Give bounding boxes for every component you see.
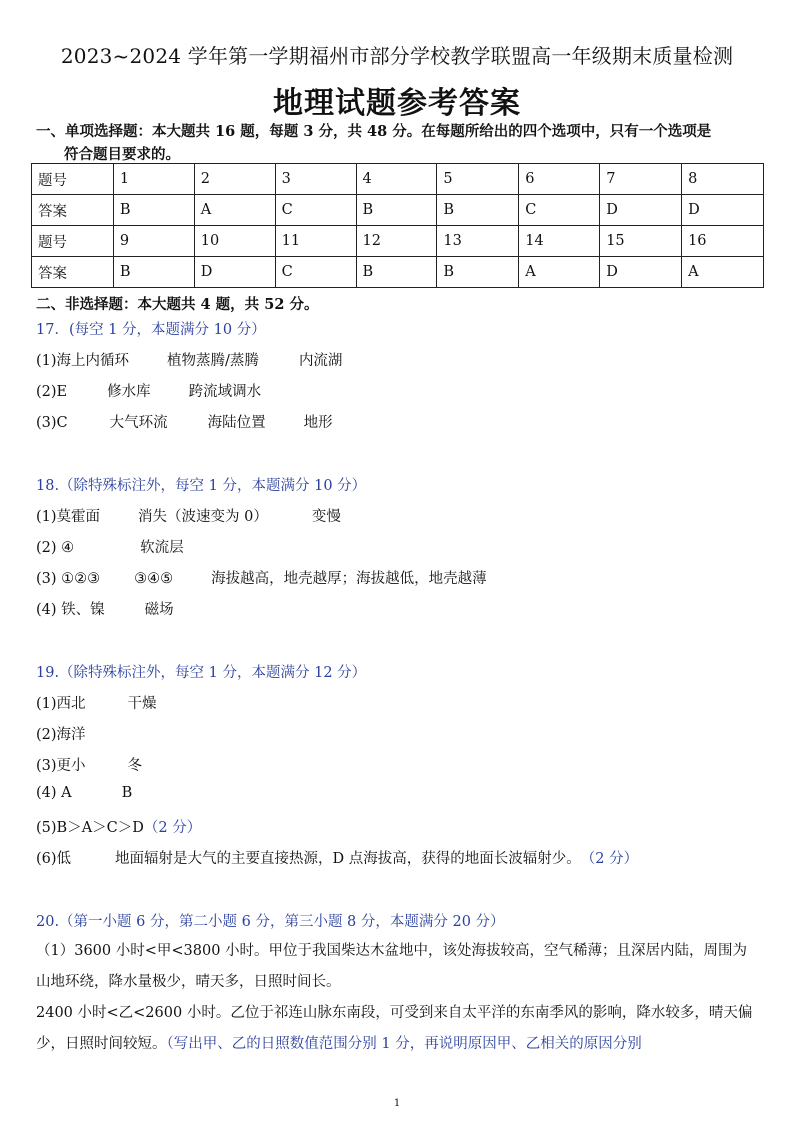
answer-text: 海陆位置 — [207, 415, 266, 431]
table-cell: B — [437, 195, 519, 226]
table-cell: 16 — [682, 226, 764, 257]
table-cell: 题号 — [32, 226, 114, 257]
answer-text: 地面辐射是大气的主要直接热源，D 点海拔高，获得的地面长波辐射少。 — [115, 851, 581, 867]
q20-paragraph-2 — [36, 998, 760, 1060]
q20-paragraph-1: （1）3600 小时<甲<3800 小时。甲位于我国柴达木盆地中，该处海拔较高，空气稀薄；且深居内陆，周围为山地环绕，降水量极少，晴天多，日照时间长。 — [36, 943, 748, 990]
table-cell: D — [600, 257, 682, 288]
table-cell: D — [682, 195, 764, 226]
section1-heading: 一、单项选择题：本大题共 16 题，每题 3 分，共 48 分。在每题所给出的四个选项中，只有一个选项是 — [36, 123, 712, 140]
table-cell: 13 — [437, 226, 519, 257]
answer-text: B — [121, 785, 133, 801]
score-note: （2 分） — [580, 851, 639, 867]
table-cell: 答案 — [32, 195, 114, 226]
answer-text: 跨流域调水 — [188, 384, 262, 400]
table-cell: D — [194, 257, 275, 288]
document-title: 2023~2024 学年第一学期福州市部分学校教学联盟高一年级期末质量检测 — [60, 44, 734, 68]
table-cell: A — [682, 257, 764, 288]
answer-text: (2)海洋 — [36, 727, 86, 743]
table-cell: B — [437, 257, 519, 288]
q17-answer-1 — [36, 349, 342, 370]
table-cell: B — [356, 195, 437, 226]
answer-text: (2)E — [36, 384, 68, 400]
answer-text: (6)低 — [36, 851, 72, 867]
answer-text: (4) A — [36, 785, 72, 801]
q18-answer-1 — [36, 505, 341, 526]
table-cell: 12 — [356, 226, 437, 257]
table-cell: 10 — [194, 226, 275, 257]
table-cell: 答案 — [32, 257, 114, 288]
answer-text: ③④⑤ — [134, 571, 174, 587]
q18-answer-2 — [36, 536, 184, 557]
answer-text: 软流层 — [140, 540, 184, 556]
q19-answer-6 — [36, 847, 638, 868]
answer-text: 修水库 — [107, 384, 151, 400]
table-cell: 8 — [682, 164, 764, 195]
answer-text: 植物蒸腾/蒸腾 — [167, 353, 259, 369]
table-cell: C — [275, 257, 356, 288]
q20-heading: 20.（第一小题 6 分，第二小题 6 分，第三小题 8 分，本题满分 20 分） — [36, 914, 505, 930]
table-cell: 5 — [437, 164, 519, 195]
q18-answer-4 — [36, 598, 174, 619]
table-cell: B — [113, 195, 194, 226]
answer-text: 地形 — [303, 415, 333, 431]
table-cell: A — [519, 257, 600, 288]
table-cell: 3 — [275, 164, 356, 195]
table-cell: C — [275, 195, 356, 226]
page-number: 1 — [393, 1098, 401, 1109]
table-cell: B — [113, 257, 194, 288]
answer-text: (1)西北 — [36, 696, 86, 712]
answer-text: 变慢 — [311, 509, 341, 525]
score-note: （写出甲、乙的日照数值范围分别 1 分，再说明原因甲、乙相关的原因分别 — [166, 1036, 642, 1052]
q19-answer-4 — [36, 785, 132, 801]
table-cell: 题号 — [32, 164, 114, 195]
section1-heading-cont: 符合题目要求的。 — [64, 146, 180, 163]
table-cell: C — [519, 195, 600, 226]
table-cell: 9 — [113, 226, 194, 257]
table-row — [32, 257, 764, 288]
answer-text: 干燥 — [127, 696, 157, 712]
q19-answer-1 — [36, 692, 157, 713]
answer-text: (4) 铁、镍 — [36, 602, 105, 618]
table-cell: A — [194, 195, 275, 226]
section2-heading: 二、非选择题：本大题共 4 题，共 52 分。 — [36, 296, 319, 313]
answer-text: (3)C — [36, 415, 68, 431]
table-cell: 11 — [275, 226, 356, 257]
q19-answer-3 — [36, 754, 142, 775]
table-cell: 4 — [356, 164, 437, 195]
table-cell: 1 — [113, 164, 194, 195]
answer-text: 磁场 — [144, 602, 174, 618]
q17-answer-3 — [36, 411, 333, 432]
answer-text: 消失（波速变为 0） — [138, 509, 268, 525]
q19-answer-5 — [36, 816, 201, 837]
answer-table — [31, 163, 764, 288]
answer-text: (2) ④ — [36, 540, 75, 556]
table-row — [32, 195, 764, 226]
answer-text: (1)莫霍面 — [36, 509, 101, 525]
answer-text: 大气环流 — [109, 415, 168, 431]
answer-text: (3)更小 — [36, 758, 86, 774]
table-row — [32, 164, 764, 195]
table-cell: 6 — [519, 164, 600, 195]
q18-answer-3 — [36, 567, 487, 588]
table-cell: B — [356, 257, 437, 288]
answer-text: 2400 小时<乙<2600 小时。乙位于祁连山脉东南段，可受到来自太平洋的东南季风的影响，降水较多，晴天偏少，日照时间较短。 — [36, 1005, 753, 1052]
answer-text: 海拔越高，地壳越厚；海拔越低，地壳越薄 — [211, 571, 487, 587]
answer-text: 内流湖 — [298, 353, 343, 369]
table-row — [32, 226, 764, 257]
q17-heading: 17．(每空 1 分，本题满分 10 分） — [36, 322, 266, 338]
q18-heading: 18.（除特殊标注外，每空 1 分，本题满分 10 分） — [36, 478, 367, 494]
q19-answer-2 — [36, 723, 86, 744]
answer-text: 冬 — [127, 758, 143, 774]
table-cell: D — [600, 195, 682, 226]
table-cell: 15 — [600, 226, 682, 257]
table-cell: 14 — [519, 226, 600, 257]
score-note: （2 分） — [143, 820, 202, 836]
document-subtitle: 地理试题参考答案 — [273, 86, 521, 121]
answer-text: (3) ①②③ — [36, 571, 101, 587]
q19-heading: 19.（除特殊标注外，每空 1 分，本题满分 12 分） — [36, 665, 367, 681]
answer-text: (1)海上内循环 — [36, 353, 130, 369]
answer-text: (5)B＞A＞C＞D — [36, 820, 144, 836]
q17-answer-2 — [36, 380, 261, 401]
table-cell: 7 — [600, 164, 682, 195]
table-cell: 2 — [194, 164, 275, 195]
